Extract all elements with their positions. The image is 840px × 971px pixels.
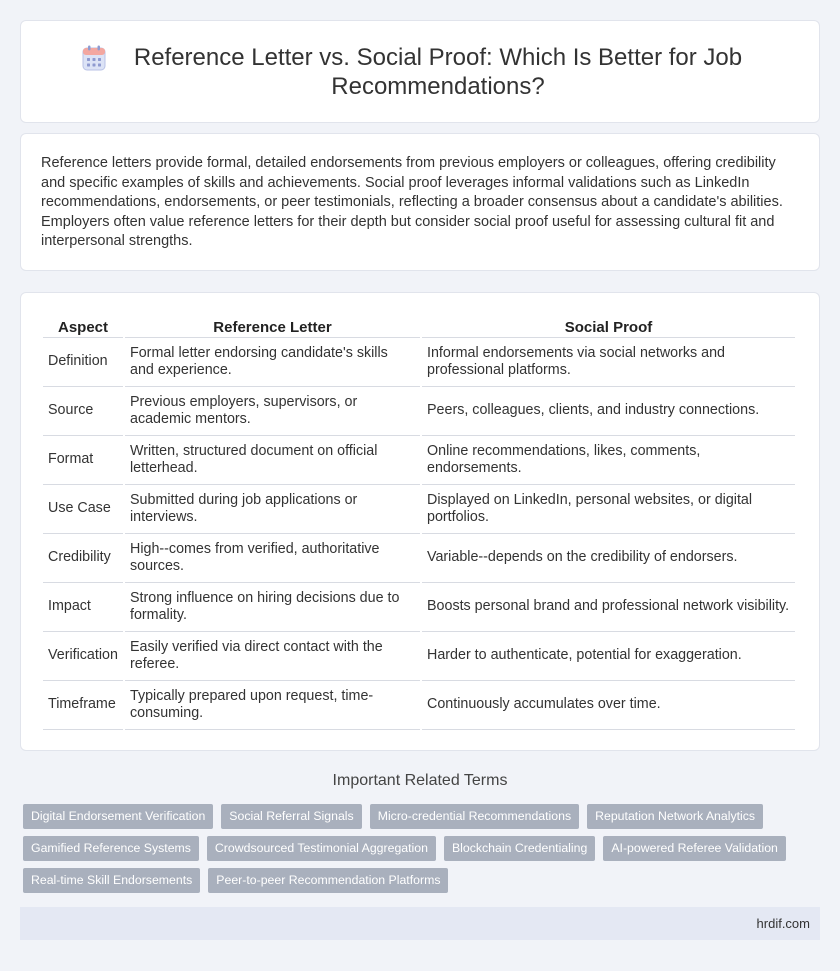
table-header-row: [43, 315, 795, 338]
row-reference-letter: Formal letter endorsing candidate's skills and experience.: [125, 338, 420, 387]
table-row: [43, 338, 795, 387]
title-card: [20, 20, 820, 123]
row-aspect: Source: [43, 387, 123, 436]
table-row: [43, 485, 795, 534]
row-reference-letter: Submitted during job applications or interviews.: [125, 485, 420, 534]
row-aspect: Impact: [43, 583, 123, 632]
related-term-tag[interactable]: Blockchain Credentialing: [444, 836, 595, 861]
related-terms-list: [23, 804, 813, 900]
related-term-tag[interactable]: Real-time Skill Endorsements: [23, 868, 200, 893]
row-aspect: Definition: [43, 338, 123, 387]
row-reference-letter: Typically prepared upon request, time-consuming.: [125, 681, 420, 730]
row-reference-letter: Previous employers, supervisors, or academic mentors.: [125, 387, 420, 436]
row-aspect: Credibility: [43, 534, 123, 583]
header-reference-letter: Reference Letter: [125, 315, 420, 338]
related-term-tag[interactable]: Social Referral Signals: [221, 804, 361, 829]
related-term-tag[interactable]: AI-powered Referee Validation: [603, 836, 786, 861]
row-aspect: Timeframe: [43, 681, 123, 730]
related-term-tag[interactable]: Micro-credential Recommendations: [370, 804, 579, 829]
related-term-tag[interactable]: Gamified Reference Systems: [23, 836, 199, 861]
header-aspect: Aspect: [43, 315, 123, 338]
related-term-tag[interactable]: Crowdsourced Testimonial Aggregation: [207, 836, 436, 861]
row-social-proof: Boosts personal brand and professional network visibility.: [422, 583, 795, 632]
related-term-tag[interactable]: Peer-to-peer Recommendation Platforms: [208, 868, 448, 893]
footer-site-link[interactable]: hrdif.com: [756, 916, 810, 931]
table-row: [43, 436, 795, 485]
row-social-proof: Peers, colleagues, clients, and industry connections.: [422, 387, 795, 436]
row-reference-letter: High--comes from verified, authoritative sources.: [125, 534, 420, 583]
row-social-proof: Informal endorsements via social networks and professional platforms.: [422, 338, 795, 387]
row-aspect: Format: [43, 436, 123, 485]
comparison-table: [41, 315, 797, 730]
related-term-tag[interactable]: Reputation Network Analytics: [587, 804, 763, 829]
row-social-proof: Harder to authenticate, potential for exaggeration.: [422, 632, 795, 681]
row-reference-letter: Easily verified via direct contact with the referee.: [125, 632, 420, 681]
table-row: [43, 534, 795, 583]
header-social-proof: Social Proof: [422, 315, 795, 338]
related-terms-heading: Important Related Terms: [332, 772, 508, 789]
table-row: [43, 583, 795, 632]
comparison-card: [20, 292, 820, 751]
calendar-icon: [82, 45, 106, 71]
related-term-tag[interactable]: Digital Endorsement Verification: [23, 804, 213, 829]
row-reference-letter: Strong influence on hiring decisions due to formality.: [125, 583, 420, 632]
row-social-proof: Continuously accumulates over time.: [422, 681, 795, 730]
page-title: Reference Letter vs. Social Proof: Which Is Better for Job Recommendations?: [133, 43, 743, 100]
row-social-proof: Online recommendations, likes, comments, endorsements.: [422, 436, 795, 485]
row-social-proof: Displayed on LinkedIn, personal websites, or digital portfolios.: [422, 485, 795, 534]
intro-paragraph: Reference letters provide formal, detailed endorsements from previous employers or colleagues, offering credibility and specific examples of skills and achievements. Social proof leverages informal validations such as LinkedIn recommendations, endorsements, or peer testimonials, reflecting a broader consensus about a candidate's abilities. Employers often value reference letters for their depth but consider social proof useful for assessing cultural fit and interpersonal strengths.: [41, 155, 783, 250]
row-social-proof: Variable--depends on the credibility of endorsers.: [422, 534, 795, 583]
intro-card: [20, 133, 820, 271]
table-row: [43, 681, 795, 730]
row-aspect: Verification: [43, 632, 123, 681]
table-row: [43, 387, 795, 436]
footer: [20, 907, 820, 940]
row-aspect: Use Case: [43, 485, 123, 534]
row-reference-letter: Written, structured document on official letterhead.: [125, 436, 420, 485]
table-row: [43, 632, 795, 681]
